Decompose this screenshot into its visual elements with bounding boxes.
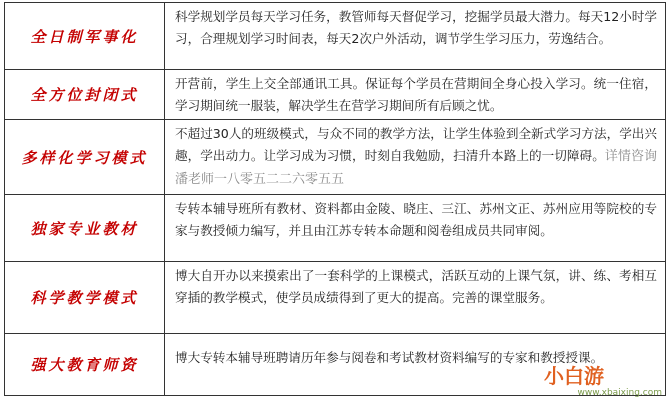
site-watermark-logo bbox=[544, 358, 664, 398]
row-description: 博大专转本辅导班聘请历年参与阅卷和考试教材资料编写的专家和教授授课。 bbox=[175, 350, 604, 365]
contact-note: 详情咨询潘老师一八零五二二六零五五 bbox=[175, 149, 657, 187]
row-label: 全日制军事化 bbox=[30, 27, 139, 46]
table-row bbox=[5, 120, 665, 195]
row-label: 全方位封闭式 bbox=[30, 86, 139, 104]
row-description: 博大自开办以来摸索出了一套科学的上课模式，活跃互动的上课气氛，讲、练、考相互穿插的教学模式，使学员成绩得到了更大的提高。完善的课堂服务。 bbox=[175, 268, 657, 305]
row-description: 开营前，学生上交全部通讯工具。保证每个学员在营期间全身心投入学习。统一住宿，学习期间统一服装，解决学生在营学习期间所有后顾之忧。 bbox=[175, 76, 657, 113]
row-label: 独家专业教材 bbox=[30, 219, 139, 238]
watermark-brand: 小白游 bbox=[544, 364, 604, 388]
watermark-domain: www.xbaixing.com bbox=[577, 388, 662, 398]
table-row bbox=[5, 3, 665, 70]
features-table bbox=[4, 2, 666, 396]
row-description: 不超过30人的班级模式，与众不同的教学方法，让学生体验到全新式学习方法，学出兴趣，学出动力。让学习成为习惯，时刻自我勉励，扫清升本路上的一切障碍。 bbox=[175, 126, 657, 163]
row-label: 科学教学模式 bbox=[30, 289, 139, 307]
row-label: 多样化学习模式 bbox=[21, 148, 148, 167]
table-row bbox=[5, 70, 665, 120]
table-row bbox=[5, 195, 665, 262]
row-label: 强大教育师资 bbox=[30, 356, 139, 374]
row-description: 专转本辅导班所有教材、资料都由金陵、晓庄、三江、苏州文正、苏州应用等院校的专家与教授倾力编写，并且由江苏专转本命题和阅卷组成员共同审阅。 bbox=[175, 201, 657, 238]
row-description: 科学规划学员每天学习任务，教管师每天督促学习，挖掘学员最大潜力。每天12小时学习，合理规划学习时间表，每天2次户外活动，调节学生学习压力，劳逸结合。 bbox=[175, 9, 657, 46]
table-row bbox=[5, 262, 665, 334]
